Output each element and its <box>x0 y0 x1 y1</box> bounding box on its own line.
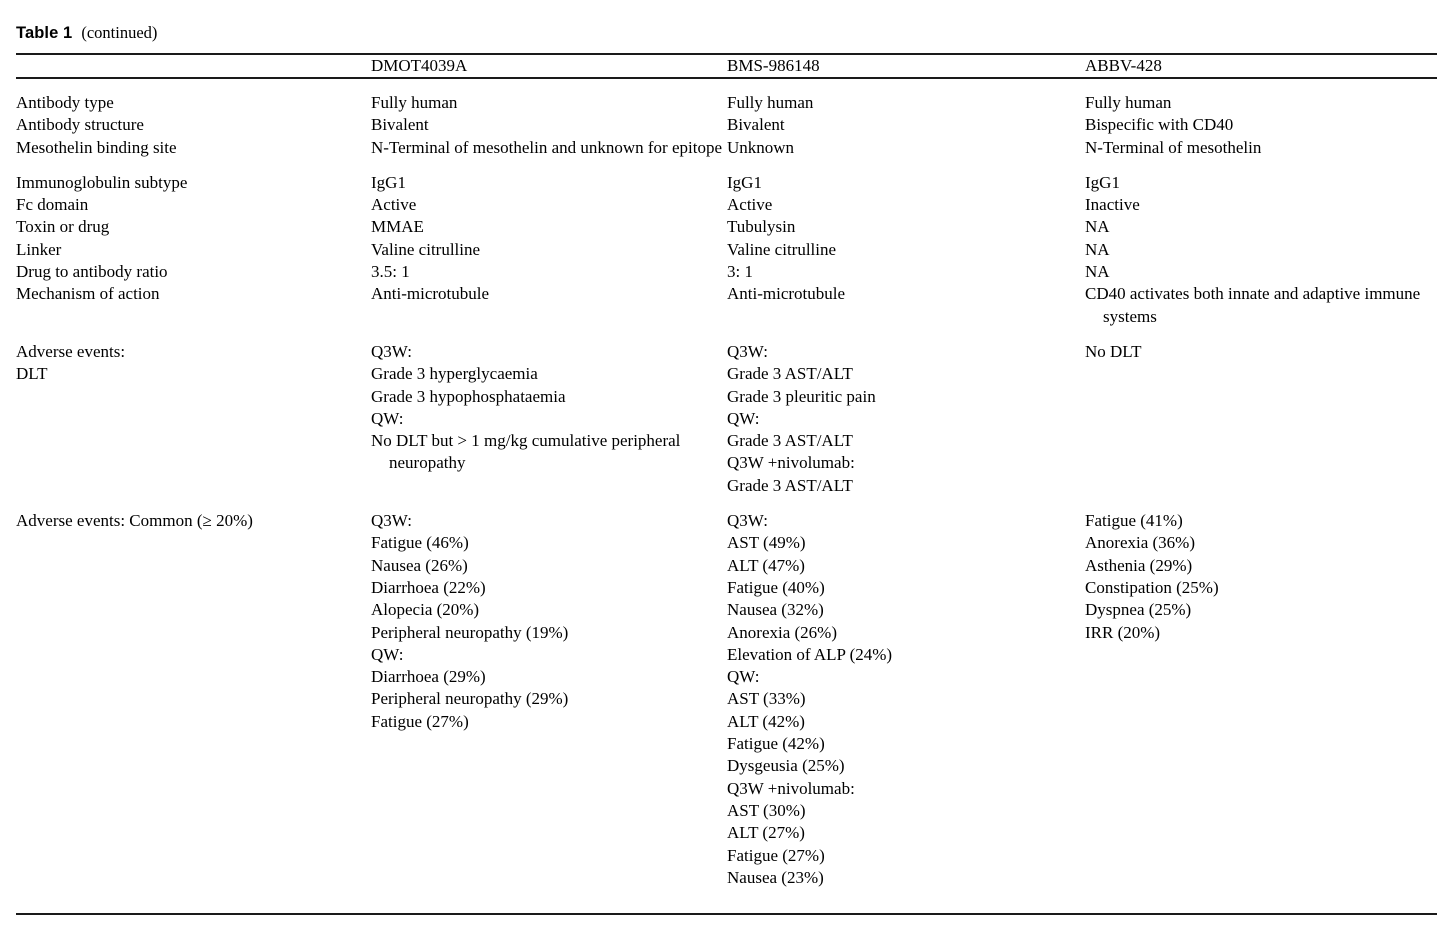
cell-abbv428 <box>1085 114 1437 136</box>
cell-bms986148 <box>727 497 1085 889</box>
row-label-text: Antibody structure <box>16 115 144 135</box>
cell-line: IgG1 <box>727 172 762 192</box>
cell-line: IgG1 <box>371 172 406 192</box>
cell-line: AST (49%) <box>727 533 806 553</box>
table-row <box>16 239 1437 261</box>
cell-bms986148 <box>727 239 1085 261</box>
row-label-text: Toxin or drug <box>16 217 110 237</box>
comparison-table-body <box>16 79 1437 889</box>
cell-line: N-Terminal of mesothelin <box>1085 137 1262 157</box>
cell-line: Tubulysin <box>727 217 796 237</box>
cell-line: Grade 3 hypophosphataemia <box>371 386 566 406</box>
cell-line: Dysgeusia (25%) <box>727 756 845 776</box>
row-label-text: Linker <box>16 239 62 259</box>
comparison-table <box>16 55 1437 77</box>
table-row <box>16 159 1437 194</box>
row-label <box>16 261 371 283</box>
cell-line: Peripheral neuropathy (29%) <box>371 689 569 709</box>
cell-bms986148 <box>727 261 1085 283</box>
cell-dmot4039a <box>371 137 727 159</box>
cell-line: Fatigue (46%) <box>371 533 469 553</box>
cell-line: Grade 3 AST/ALT <box>727 475 853 495</box>
cell-line: CD40 activates both innate and adaptive immune systems <box>1085 284 1421 326</box>
cell-line: Q3W +nivolumab: <box>727 453 855 473</box>
column-header-bms986148: BMS-986148 <box>727 56 820 75</box>
cell-line: Q3W: <box>727 341 768 361</box>
cell-abbv428 <box>1085 328 1437 497</box>
cell-line: Valine citrulline <box>371 239 481 259</box>
cell-line: MMAE <box>371 217 424 237</box>
cell-line: NA <box>1085 217 1110 237</box>
table-number: Table 1 <box>16 24 73 42</box>
cell-abbv428 <box>1085 79 1437 114</box>
cell-abbv428 <box>1085 137 1437 159</box>
cell-line: Alopecia (20%) <box>371 600 480 620</box>
row-label-text: Mesothelin binding site <box>16 137 177 157</box>
cell-line: Grade 3 AST/ALT <box>727 364 853 384</box>
column-header-dmot4039a: DMOT4039A <box>371 56 468 75</box>
row-label-text: Immunoglobulin subtype <box>16 172 188 192</box>
cell-line: Valine citrulline <box>727 239 837 259</box>
row-label-text: Drug to antibody ratio <box>16 262 168 282</box>
cell-line: ALT (47%) <box>727 555 805 575</box>
cell-line: IRR (20%) <box>1085 622 1161 642</box>
cell-bms986148 <box>727 159 1085 194</box>
cell-line: Fatigue (41%) <box>1085 511 1183 531</box>
cell-bms986148 <box>727 137 1085 159</box>
cell-line: Inactive <box>1085 195 1140 215</box>
cell-line: NA <box>1085 239 1110 259</box>
cell-line: Bivalent <box>371 115 429 135</box>
cell-line: AST (33%) <box>727 689 806 709</box>
cell-line: Grade 3 hyperglycaemia <box>371 364 538 384</box>
row-label-text: Adverse events: Common (≥ 20%) <box>16 511 253 531</box>
table-row <box>16 497 1437 889</box>
table-row <box>16 114 1437 136</box>
cell-line: Bispecific with CD40 <box>1085 115 1234 135</box>
cell-line: NA <box>1085 262 1110 282</box>
cell-line: Grade 3 pleuritic pain <box>727 386 876 406</box>
cell-line: Bivalent <box>727 115 785 135</box>
cell-line: No DLT <box>1085 341 1142 361</box>
row-label-text: Mechanism of action <box>16 284 160 304</box>
cell-line: Fatigue (27%) <box>371 711 469 731</box>
cell-dmot4039a <box>371 239 727 261</box>
cell-line: Fatigue (42%) <box>727 734 825 754</box>
cell-line: Elevation of ALP (24%) <box>727 644 893 664</box>
cell-line: N-Terminal of mesothelin and unknown for epitope <box>371 137 722 157</box>
row-label <box>16 114 371 136</box>
cell-line: Peripheral neuropathy (19%) <box>371 622 569 642</box>
table-body <box>16 79 1437 889</box>
table-header-row <box>16 55 1437 77</box>
cell-line: ALT (42%) <box>727 711 805 731</box>
row-label <box>16 137 371 159</box>
cell-line: Fully human <box>727 93 814 112</box>
row-label-text: Antibody type <box>16 93 114 112</box>
cell-dmot4039a <box>371 283 727 328</box>
cell-line: Fatigue (27%) <box>727 845 825 865</box>
cell-abbv428 <box>1085 216 1437 238</box>
cell-line: Dyspnea (25%) <box>1085 600 1192 620</box>
cell-line: QW: <box>727 667 760 687</box>
table-row <box>16 283 1437 328</box>
cell-line: Constipation (25%) <box>1085 577 1219 597</box>
cell-line: Q3W +nivolumab: <box>727 778 855 798</box>
row-label <box>16 216 371 238</box>
cell-line: Grade 3 AST/ALT <box>727 431 853 451</box>
cell-line: Asthenia (29%) <box>1085 555 1193 575</box>
cell-line: No DLT but > 1 mg/kg cumulative peripheral neuropathy <box>371 431 681 473</box>
cell-line: Active <box>371 195 417 215</box>
column-header-blank <box>16 55 371 77</box>
table-row <box>16 137 1437 159</box>
cell-line: Diarrhoea (29%) <box>371 667 486 687</box>
cell-abbv428 <box>1085 283 1437 328</box>
cell-abbv428 <box>1085 261 1437 283</box>
cell-dmot4039a <box>371 159 727 194</box>
table-continued-note: (continued) <box>81 23 158 42</box>
cell-abbv428 <box>1085 497 1437 889</box>
cell-line: Nausea (32%) <box>727 600 824 620</box>
cell-bms986148 <box>727 216 1085 238</box>
table-row <box>16 216 1437 238</box>
cell-line: QW: <box>727 408 760 428</box>
cell-line: Anti-microtubule <box>371 284 490 304</box>
row-label-text: Adverse events: <box>16 341 126 361</box>
cell-line: Q3W: <box>371 511 412 531</box>
cell-dmot4039a <box>371 328 727 497</box>
cell-line: Diarrhoea (22%) <box>371 577 486 597</box>
cell-line: IgG1 <box>1085 172 1120 192</box>
row-label <box>16 239 371 261</box>
cell-dmot4039a <box>371 497 727 889</box>
cell-bms986148 <box>727 328 1085 497</box>
cell-dmot4039a <box>371 194 727 216</box>
cell-abbv428 <box>1085 194 1437 216</box>
cell-abbv428 <box>1085 159 1437 194</box>
cell-bms986148 <box>727 114 1085 136</box>
cell-line: Active <box>727 195 773 215</box>
cell-abbv428 <box>1085 239 1437 261</box>
cell-dmot4039a <box>371 216 727 238</box>
cell-bms986148 <box>727 194 1085 216</box>
row-label-text: Fc domain <box>16 195 89 215</box>
cell-line: Nausea (26%) <box>371 555 468 575</box>
cell-line: Anti-microtubule <box>727 284 846 304</box>
row-label <box>16 328 371 497</box>
row-label <box>16 194 371 216</box>
cell-line: Unknown <box>727 137 795 157</box>
cell-line: Fully human <box>1085 93 1172 112</box>
cell-line: QW: <box>371 408 404 428</box>
column-header-abbv428: ABBV-428 <box>1085 56 1162 75</box>
row-label <box>16 283 371 328</box>
cell-line: Anorexia (36%) <box>1085 533 1195 553</box>
cell-line: Fatigue (40%) <box>727 577 825 597</box>
table-row <box>16 194 1437 216</box>
cell-line: AST (30%) <box>727 800 806 820</box>
cell-line: Q3W: <box>371 341 412 361</box>
cell-line: Fully human <box>371 93 458 112</box>
cell-line: ALT (27%) <box>727 823 805 843</box>
row-label <box>16 497 371 889</box>
cell-line: QW: <box>371 644 404 664</box>
table-caption <box>16 0 1437 44</box>
table-bottom-rule-wrap <box>16 913 1437 915</box>
cell-bms986148 <box>727 283 1085 328</box>
cell-bms986148 <box>727 79 1085 114</box>
row-label <box>16 159 371 194</box>
table-bottom-rule <box>16 913 1437 915</box>
cell-line: Nausea (23%) <box>727 867 824 887</box>
row-label <box>16 79 371 114</box>
table-row <box>16 261 1437 283</box>
cell-dmot4039a <box>371 114 727 136</box>
cell-dmot4039a <box>371 261 727 283</box>
table-row <box>16 328 1437 497</box>
row-label-subtext: DLT <box>16 364 48 384</box>
cell-line: 3.5: 1 <box>371 262 410 282</box>
cell-line: Q3W: <box>727 511 768 531</box>
cell-line: 3: 1 <box>727 262 753 282</box>
table-row <box>16 79 1437 114</box>
cell-line: Anorexia (26%) <box>727 622 837 642</box>
cell-dmot4039a <box>371 79 727 114</box>
